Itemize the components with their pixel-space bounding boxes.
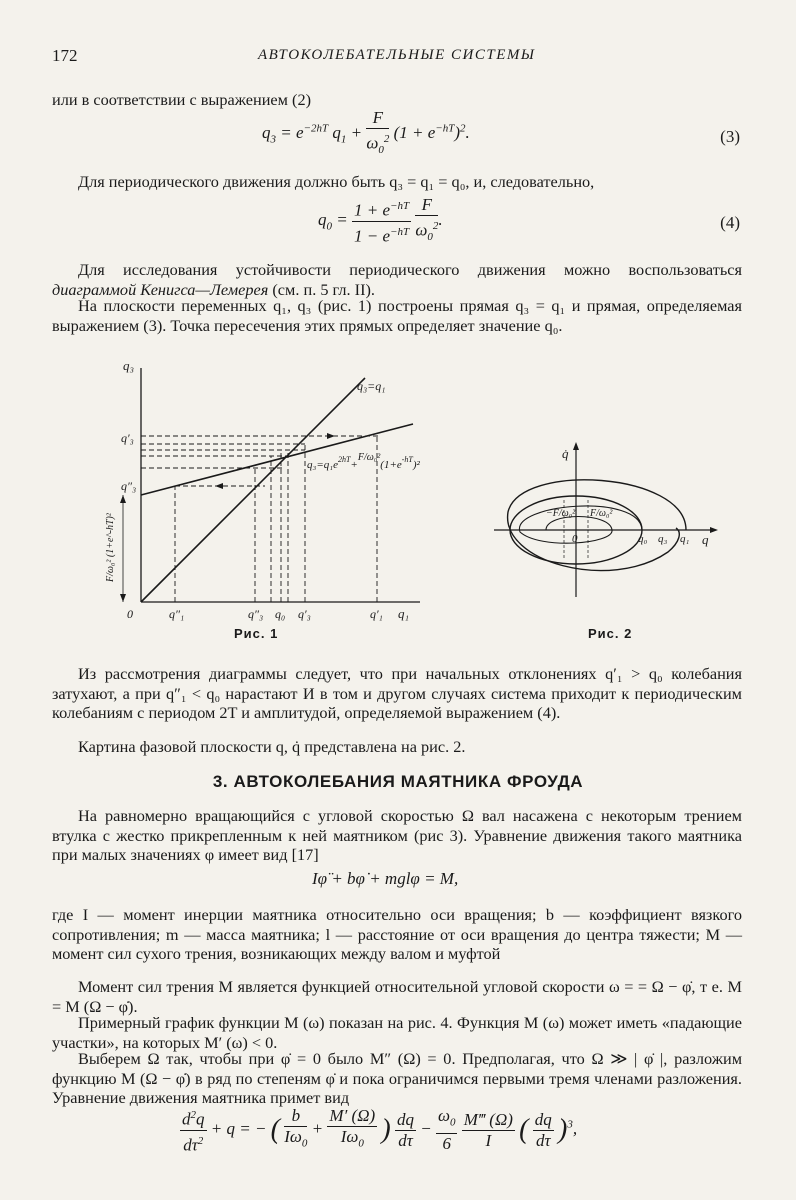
- figure-2-caption: Рис. 2: [588, 626, 633, 641]
- paragraph-3-ref: (см. п. 5 гл. II).: [272, 279, 375, 299]
- running-title: АВТОКОЛЕБАТЕЛЬНЫЕ СИСТЕМЫ: [258, 47, 536, 63]
- section-title: 3. АВТОКОЛЕБАНИЯ МАЯТНИКА ФРОУДА: [212, 772, 584, 791]
- fig1-ytick-q3pp: q″₃: [121, 479, 137, 493]
- fig2-x-label: q: [702, 532, 709, 547]
- equation-expanded: $\frac{d^2q}{d\tau^2}$ + q = − ( $\frac{b}{I\omega_0}$ + $\frac{M' (\Omega)}{I\omega_0}$ ) $\frac{dq}{d\tau}$ − $\frac{\omega_0}{6}$ $\frac{M‴ (\Omega)}{I}$ ( $\frac{dq}{d\tau}$ )$^3$,: [182, 1106, 578, 1155]
- fig1-xtick-q1pp: q″₁: [169, 607, 185, 621]
- fig1-xtick-0: 0: [127, 607, 133, 621]
- paragraph-4: На плоскости переменных q₁, q₃ (рис. 1) построены прямая q₃ = q₁ и прямая, определяемая выражением (3). Точка пересечения этих прямых определяет значение q₀.: [52, 296, 742, 335]
- paragraph-1: или в соответствии с выражением (2): [52, 90, 312, 109]
- paragraph-6: Картина фазовой плоскости q, q̇ представлена на рис. 2.: [78, 737, 466, 756]
- equation-3: $q_3 = e^{-2hT}$ $q_1$ + $\frac{F}{\omega_0^2}$ $(1 + e^{-hT})^2$.: [262, 108, 470, 157]
- fig1-y-label: q₃: [123, 360, 135, 373]
- fig1-xtick-q1p: q′₁: [370, 607, 383, 621]
- equation-pendulum: Iφ̈ + bφ̇ + mglφ = M,: [312, 869, 459, 888]
- paragraph-3-italic: диаграммой Кенигса—Лемерея: [52, 279, 269, 299]
- equation-3-number: (3): [720, 127, 740, 146]
- fig2-q3-label: q₃: [658, 533, 668, 545]
- paragraph-7: На равномерно вращающийся с угловой скоростью Ω вал насажена с некоторым трением втулка с жестко прикрепленным к ней маятником (рис 3). Уравнение движения такого маятника при малых значениях φ имеет вид [17]: [52, 806, 742, 865]
- paragraph-11: Выберем Ω так, чтобы при φ̇ = 0 было M″ (Ω) = 0. Предполагая, что Ω ≫ | φ̇ |, разложим функцию M (Ω − φ̇) в ряд по степеням φ̇ и пока ограничимся первыми тремя членами разложения. Уравнение движения маятника примет вид: [52, 1049, 742, 1108]
- paragraph-2: Для периодического движения должно быть q₃ = q₁ = q₀, и, следовательно,: [78, 172, 595, 191]
- fig2-y-label: q̇: [562, 446, 569, 461]
- paragraph-10: Примерный график функции M (ω) показан на рис. 4. Функция M (ω) может иметь «падающие участки», на которых M′ (ω) < 0.: [52, 1013, 742, 1052]
- paragraph-8: где I — момент инерции маятника относительно оси вращения; b — коэффициент вязкого сопротивления; m — масса маятника; l — расстояние от оси вращения до центра тяжести; M — момент сил сухого трения, возникающих между валом и муфтой: [52, 905, 742, 964]
- fig1-x-label: q₁: [398, 606, 410, 621]
- fig1-xtick-q0: q₀: [275, 607, 286, 621]
- paragraph-3-text: Для исследования устойчивости периодического движения можно воспользоваться: [78, 260, 742, 279]
- fig1-xtick-q3p: q′₃: [298, 607, 311, 621]
- figure-2-diagram: [490, 432, 730, 602]
- paragraph-5: Из рассмотрения диаграммы следует, что при начальных отклонениях q′₁ > q₀ колебания затухают, а при q″₁ < q₀ нарастают И в том и другом случаях система приходит к периодическим колебаниям с периодом 2T и амплитудой, определяемой выражением (4).: [52, 664, 742, 723]
- fig2-minus-f-label: −F/ω₀²: [546, 508, 576, 519]
- figure-1-diagram: [95, 360, 425, 630]
- fig2-q1-label: q₁: [680, 533, 690, 545]
- fig1-line-label: q₃=q₁: [357, 379, 386, 393]
- fig1-xtick-q3pp: q″₃: [248, 607, 264, 621]
- equation-4: $q_0$ = $\frac{1 + e^{-hT}}{1 - e^{-hT}}$ $\frac{F}{\omega_0^2}$ .: [318, 195, 443, 246]
- fig2-inner-spiral: [519, 506, 642, 543]
- figure-1-caption: Рис. 1: [234, 626, 279, 641]
- fig2-plus-f-label: F/ω₀²: [590, 508, 613, 519]
- fig1-ytick-q3p: q′₃: [121, 431, 134, 445]
- fig1-map-label: $q_3=q_1e^{2hT}+F/\omega_0^2(1+e^{-hT})^2$: [307, 452, 420, 471]
- fig1-offset-label: F/ω₀² (1+e^-hT)²: [105, 513, 116, 582]
- fig2-q0-label: q₀: [638, 533, 648, 545]
- page-number: 172: [52, 46, 78, 65]
- paragraph-3: [52, 260, 742, 299]
- equation-4-number: (4): [720, 213, 740, 232]
- paragraph-9: Момент сил трения M является функцией относительной угловой скорости ω = = Ω − φ̇, т е. M = M (Ω − φ̇).: [52, 977, 742, 1016]
- fig2-origin-label: 0: [572, 533, 578, 545]
